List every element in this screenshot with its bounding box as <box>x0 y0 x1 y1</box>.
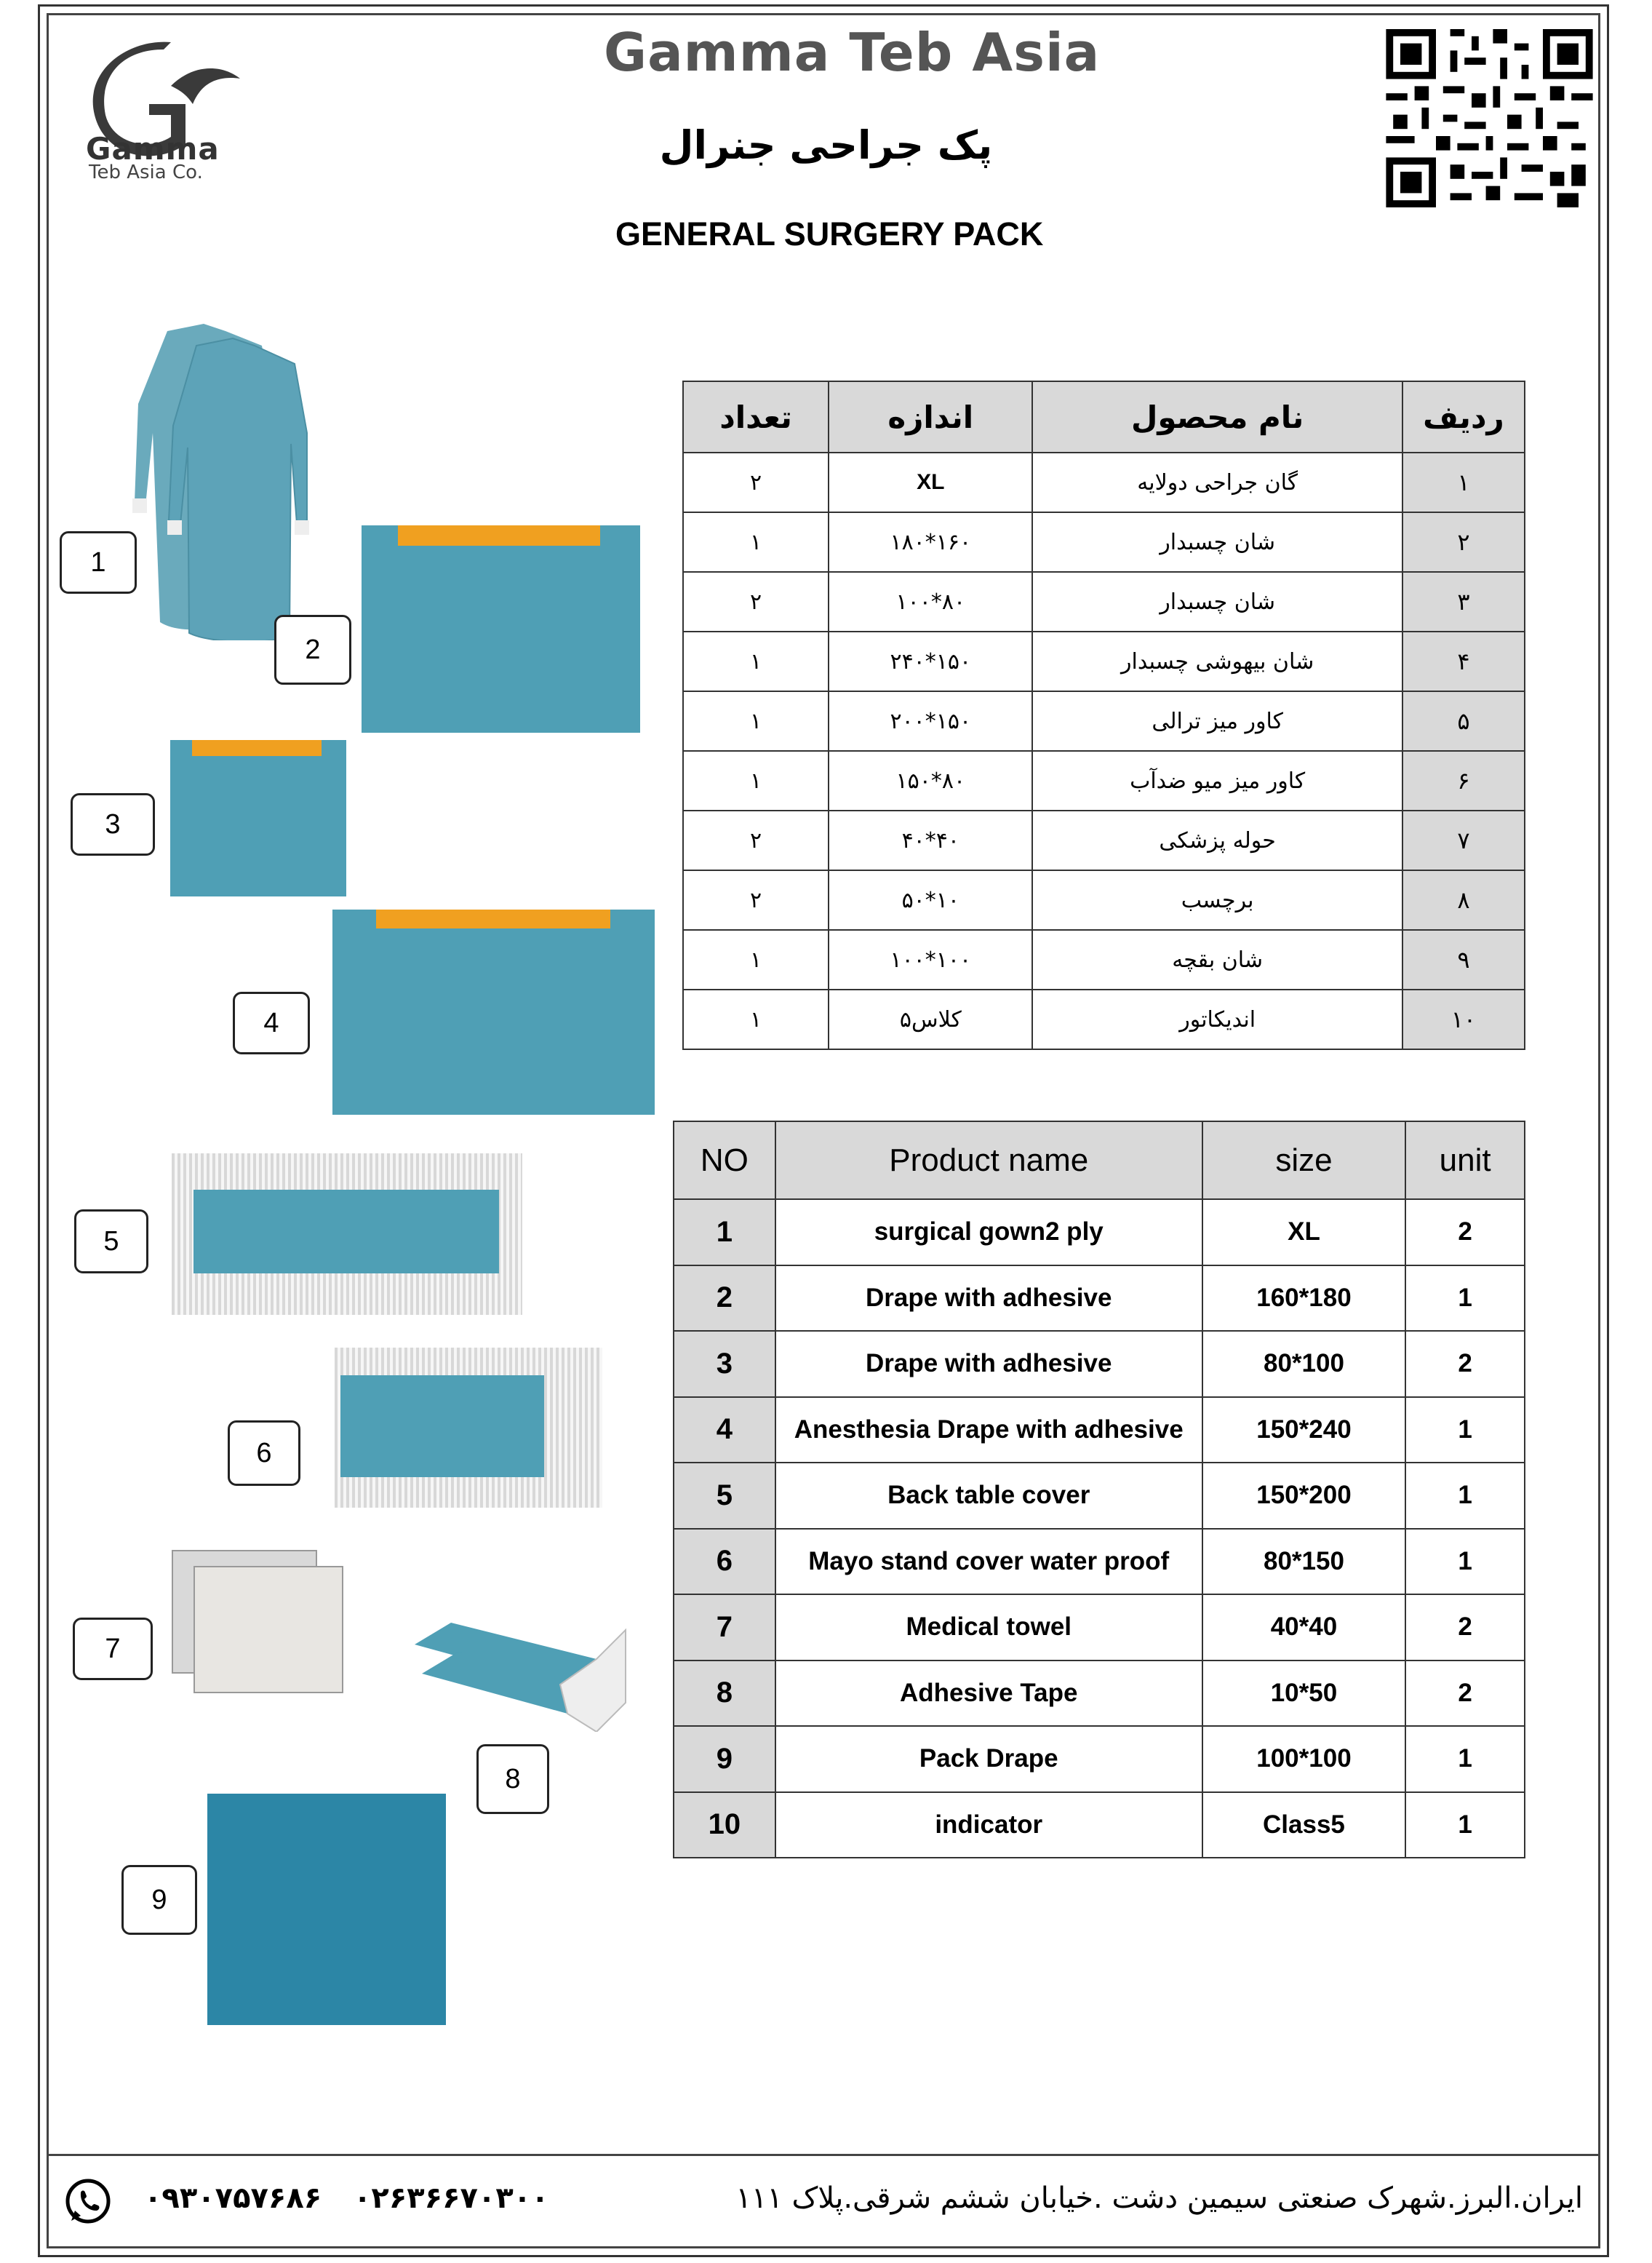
product-name: Drape with adhesive <box>775 1265 1202 1332</box>
col-header-product-name: نام محصول <box>1032 381 1402 453</box>
product-name: Back table cover <box>775 1463 1202 1529</box>
product-unit: 1 <box>1405 1397 1525 1463</box>
surgical-gown-image <box>116 324 316 640</box>
product-size: ۱۵۰*۲۴۰ <box>829 632 1032 691</box>
table-row <box>683 930 1525 990</box>
row-number: ۷ <box>1402 811 1525 870</box>
product-name: کاور میز ترالی <box>1032 691 1402 751</box>
table-row <box>683 453 1525 512</box>
product-qty: ۱ <box>683 990 829 1049</box>
item-label: 3 <box>71 793 155 856</box>
row-number: ۸ <box>1402 870 1525 930</box>
product-name: گان جراحی دولایه <box>1032 453 1402 512</box>
product-size: ۴۰*۴۰ <box>829 811 1032 870</box>
table-row <box>683 870 1525 930</box>
product-qty: ۲ <box>683 572 829 632</box>
col-header-product-name: Product name <box>775 1121 1202 1199</box>
row-number: 5 <box>674 1463 775 1529</box>
item-label: 1 <box>60 531 137 594</box>
item-label: 9 <box>121 1865 197 1935</box>
row-number: 9 <box>674 1726 775 1792</box>
product-size: 10*50 <box>1202 1661 1406 1727</box>
footer-phone-mobile[interactable]: ۰۹۳۰۷۵۷۶۸۶ <box>144 2182 322 2215</box>
item-label: 5 <box>74 1209 148 1273</box>
product-unit: 1 <box>1405 1463 1525 1529</box>
item-label: 7 <box>73 1618 153 1680</box>
product-size: Class5 <box>1202 1792 1406 1858</box>
product-size: ۸۰*۱۵۰ <box>829 751 1032 811</box>
logo-wordmark: Gamma <box>86 131 220 167</box>
row-number: 2 <box>674 1265 775 1332</box>
product-size: ۸۰*۱۰۰ <box>829 572 1032 632</box>
product-name: شان بیهوشی چسبدار <box>1032 632 1402 691</box>
product-size: 160*180 <box>1202 1265 1406 1332</box>
adhesive-strip <box>192 740 322 756</box>
table-row <box>683 990 1525 1049</box>
table-row <box>683 751 1525 811</box>
row-number: ۶ <box>1402 751 1525 811</box>
product-name: Pack Drape <box>775 1726 1202 1792</box>
logo-subtitle: Teb Asia Co. <box>89 162 203 183</box>
page-title-fa: پک جراحی جنرال <box>659 122 993 168</box>
table-row <box>683 572 1525 632</box>
col-header-size: size <box>1202 1121 1406 1199</box>
product-table-fa <box>682 381 1525 1050</box>
product-size: ۱۰*۵۰ <box>829 870 1032 930</box>
product-qty: ۲ <box>683 870 829 930</box>
product-size: ۱۰۰*۱۰۰ <box>829 930 1032 990</box>
table-header-row <box>674 1121 1525 1199</box>
row-number: 8 <box>674 1661 775 1727</box>
product-qty: ۲ <box>683 811 829 870</box>
row-number: ۳ <box>1402 572 1525 632</box>
footer-divider <box>48 2154 1599 2156</box>
item-label: 6 <box>228 1420 300 1486</box>
product-unit: 1 <box>1405 1726 1525 1792</box>
col-header-quantity: تعداد <box>683 381 829 453</box>
table-row <box>683 512 1525 572</box>
product-name: Medical towel <box>775 1594 1202 1661</box>
drape-adhesive-small-image <box>170 740 346 896</box>
product-name: Mayo stand cover water proof <box>775 1529 1202 1595</box>
product-name: surgical gown2 ply <box>775 1199 1202 1265</box>
product-unit: 1 <box>1405 1265 1525 1332</box>
cover-blue-area <box>193 1190 499 1273</box>
row-number: 3 <box>674 1331 775 1397</box>
row-number: ۱ <box>1402 453 1525 512</box>
whatsapp-icon[interactable] <box>63 2176 113 2227</box>
adhesive-strip <box>376 910 610 928</box>
product-unit: 2 <box>1405 1331 1525 1397</box>
product-size: 80*100 <box>1202 1331 1406 1397</box>
mayo-stand-cover-image <box>335 1348 602 1508</box>
product-name: Adhesive Tape <box>775 1661 1202 1727</box>
drape-adhesive-large-image <box>362 525 640 733</box>
item-label: 8 <box>476 1744 549 1814</box>
row-number: ۴ <box>1402 632 1525 691</box>
item-label: 2 <box>274 615 351 685</box>
back-table-cover-image <box>172 1153 522 1315</box>
product-unit: 2 <box>1405 1661 1525 1727</box>
table-row <box>674 1726 1525 1792</box>
col-header-row-no: ردیف <box>1402 381 1525 453</box>
product-name: indicator <box>775 1792 1202 1858</box>
product-size: 150*240 <box>1202 1397 1406 1463</box>
footer-address: ایران.البرز.شهرک صنعتی سیمین دشت .خیابان ششم شرقی.پلاک ۱۱۱ <box>735 2182 1583 2215</box>
row-number: ۵ <box>1402 691 1525 751</box>
row-number: ۲ <box>1402 512 1525 572</box>
brand-name: Gamma Teb Asia <box>604 22 1101 83</box>
product-name: Anesthesia Drape with adhesive <box>775 1397 1202 1463</box>
product-qty: ۱ <box>683 751 829 811</box>
product-unit: 1 <box>1405 1529 1525 1595</box>
anesthesia-drape-image <box>332 910 655 1115</box>
row-number: ۹ <box>1402 930 1525 990</box>
product-qty: ۱ <box>683 632 829 691</box>
product-size: ۱۵۰*۲۰۰ <box>829 691 1032 751</box>
product-size: 100*100 <box>1202 1726 1406 1792</box>
towel-front <box>193 1566 343 1693</box>
product-size: 80*150 <box>1202 1529 1406 1595</box>
qr-code-icon[interactable] <box>1386 29 1593 207</box>
product-unit: 2 <box>1405 1594 1525 1661</box>
table-row <box>683 632 1525 691</box>
table-row <box>674 1792 1525 1858</box>
footer-phone-office[interactable]: ۰۲۶۳۶۶۷۰۳۰۰ <box>354 2182 549 2215</box>
product-unit: 1 <box>1405 1792 1525 1858</box>
product-size: XL <box>1202 1199 1406 1265</box>
product-qty: ۱ <box>683 930 829 990</box>
row-number: ۱۰ <box>1402 990 1525 1049</box>
table-row <box>674 1594 1525 1661</box>
product-name: Drape with adhesive <box>775 1331 1202 1397</box>
product-qty: ۲ <box>683 453 829 512</box>
col-header-no: NO <box>674 1121 775 1199</box>
product-size: 40*40 <box>1202 1594 1406 1661</box>
row-number: 7 <box>674 1594 775 1661</box>
product-name: شان بقچه <box>1032 930 1402 990</box>
product-size: ۱۶۰*۱۸۰ <box>829 512 1032 572</box>
page-title-en: GENERAL SURGERY PACK <box>615 215 1044 252</box>
row-number: 10 <box>674 1792 775 1858</box>
product-unit: 2 <box>1405 1199 1525 1265</box>
product-name: شان چسبدار <box>1032 512 1402 572</box>
col-header-size: اندازه <box>829 381 1032 453</box>
item-label: 4 <box>233 992 310 1054</box>
cover-blue-area <box>340 1375 544 1477</box>
row-number: 1 <box>674 1199 775 1265</box>
table-header-row <box>683 381 1525 453</box>
product-name: شان چسبدار <box>1032 572 1402 632</box>
row-number: 4 <box>674 1397 775 1463</box>
product-qty: ۱ <box>683 691 829 751</box>
table-row <box>674 1397 1525 1463</box>
medical-towel-image <box>172 1550 343 1695</box>
table-row <box>674 1463 1525 1529</box>
table-row <box>674 1529 1525 1595</box>
adhesive-tape-image <box>407 1586 640 1732</box>
product-qty: ۱ <box>683 512 829 572</box>
product-size: کلاس۵ <box>829 990 1032 1049</box>
product-name: حوله پزشکی <box>1032 811 1402 870</box>
product-name: اندیکاتور <box>1032 990 1402 1049</box>
table-row <box>674 1265 1525 1332</box>
product-name: برچسب <box>1032 870 1402 930</box>
adhesive-strip <box>398 525 600 546</box>
table-row <box>683 691 1525 751</box>
col-header-unit: unit <box>1405 1121 1525 1199</box>
product-size: XL <box>829 453 1032 512</box>
pack-drape-image <box>207 1794 446 2025</box>
table-row <box>674 1331 1525 1397</box>
product-size: 150*200 <box>1202 1463 1406 1529</box>
product-table-en <box>673 1121 1525 1858</box>
product-name: کاور میز میو ضدآب <box>1032 751 1402 811</box>
table-row <box>683 811 1525 870</box>
table-row <box>674 1661 1525 1727</box>
row-number: 6 <box>674 1529 775 1595</box>
table-row <box>674 1199 1525 1265</box>
